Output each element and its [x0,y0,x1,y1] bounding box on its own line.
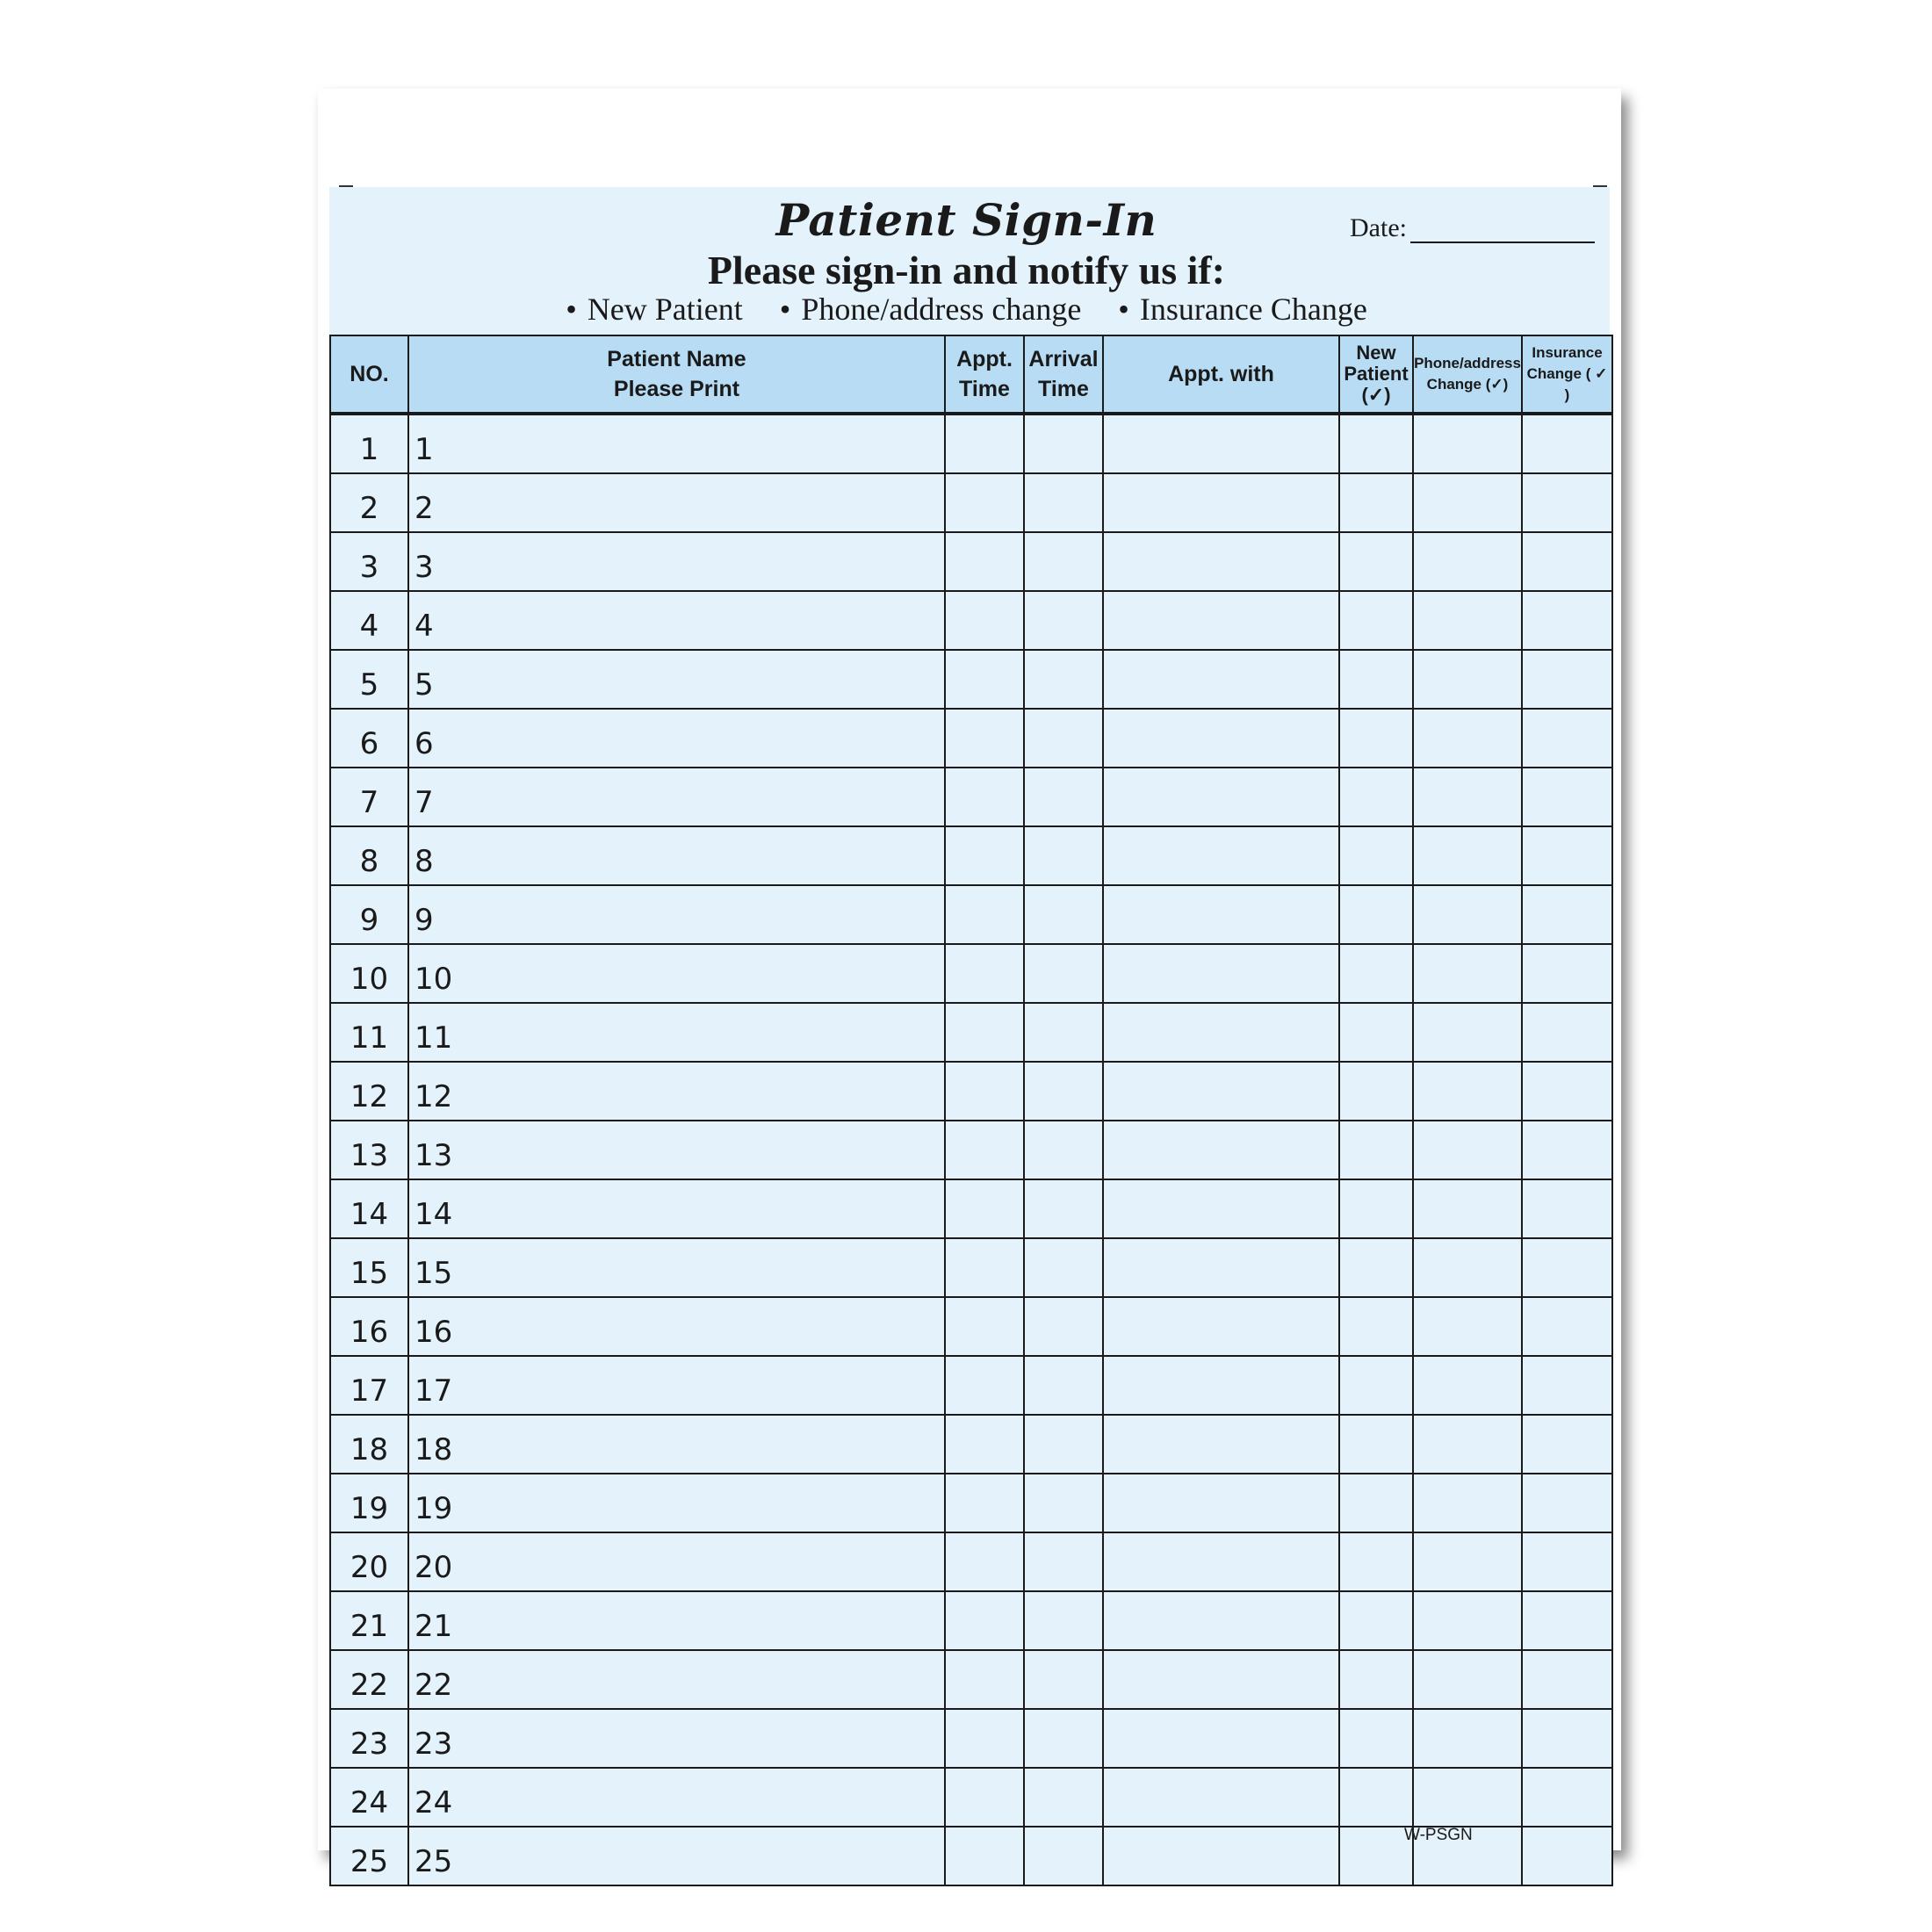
patient-name-cell[interactable]: 19 [408,1474,945,1532]
insurance-check-cell[interactable] [1522,1532,1612,1591]
row-number: 24 [330,1768,408,1827]
new-patient-check-cell[interactable] [1339,1591,1413,1650]
patient-name-cell[interactable]: 8 [408,826,945,885]
phone-address-check-cell[interactable] [1413,1591,1522,1650]
appt-with-cell[interactable] [1103,1238,1339,1297]
table-row [330,1415,1612,1474]
appt-time-cell[interactable] [945,768,1024,826]
arrival-time-cell[interactable] [1024,1827,1103,1885]
col-header-arrival-time: Arrival Time [1024,335,1103,414]
phone-address-check-cell[interactable] [1413,944,1522,1003]
arrival-time-cell[interactable] [1024,1121,1103,1179]
table-row [330,1650,1612,1709]
patient-name-cell[interactable]: 4 [408,591,945,650]
table-row [330,1297,1612,1356]
arrival-time-cell[interactable] [1024,1297,1103,1356]
date-input-line[interactable] [1410,217,1595,243]
appt-with-cell[interactable] [1103,885,1339,944]
arrival-time-cell[interactable] [1024,1650,1103,1709]
table-row [330,1062,1612,1121]
table-row [330,414,1612,473]
arrival-time-cell[interactable] [1024,1415,1103,1474]
appt-time-cell[interactable] [945,1768,1024,1827]
notify-list [318,291,1615,328]
row-number: 19 [330,1474,408,1532]
table-row [330,1474,1612,1532]
table-row [330,532,1612,591]
row-number: 9 [330,885,408,944]
table-row [330,944,1612,1003]
patient-name-cell[interactable]: 21 [408,1591,945,1650]
new-patient-check-cell[interactable] [1339,1003,1413,1062]
phone-address-check-cell[interactable] [1413,709,1522,768]
new-patient-check-cell[interactable] [1339,768,1413,826]
row-number: 16 [330,1297,408,1356]
arrival-time-cell[interactable] [1024,1238,1103,1297]
row-number: 4 [330,591,408,650]
appt-with-cell[interactable] [1103,1827,1339,1885]
appt-with-cell[interactable] [1103,1062,1339,1121]
notify-item-insurance: • Insurance Change [1118,291,1367,328]
insurance-check-cell[interactable] [1522,826,1612,885]
date-label: Date: [1350,213,1407,242]
arrival-time-cell[interactable] [1024,826,1103,885]
appt-time-cell[interactable] [945,1179,1024,1238]
row-number: 23 [330,1709,408,1768]
new-patient-check-cell[interactable] [1339,1062,1413,1121]
appt-time-cell[interactable] [945,1121,1024,1179]
appt-time-cell[interactable] [945,1297,1024,1356]
new-patient-check-cell[interactable] [1339,414,1413,473]
appt-time-cell[interactable] [945,1650,1024,1709]
appt-time-cell[interactable] [945,414,1024,473]
notify-item-new-patient: • New Patient [566,291,743,328]
arrival-time-cell[interactable] [1024,1591,1103,1650]
phone-address-check-cell[interactable] [1413,1297,1522,1356]
col-header-new-patient: New Patient (✓) [1339,335,1413,414]
new-patient-check-cell[interactable] [1339,1768,1413,1827]
new-patient-check-cell[interactable] [1339,1709,1413,1768]
appt-time-cell[interactable] [945,591,1024,650]
new-patient-check-cell[interactable] [1339,650,1413,709]
insurance-check-cell[interactable] [1522,1768,1612,1827]
arrival-time-cell[interactable] [1024,1532,1103,1591]
new-patient-check-cell[interactable] [1339,591,1413,650]
arrival-time-cell[interactable] [1024,532,1103,591]
phone-address-check-cell[interactable] [1413,1121,1522,1179]
insurance-check-cell[interactable] [1522,1356,1612,1415]
table-row [330,1356,1612,1415]
col-header-no: NO. [330,335,408,414]
arrival-time-cell[interactable] [1024,885,1103,944]
phone-address-check-cell[interactable] [1413,1356,1522,1415]
arrival-time-cell[interactable] [1024,709,1103,768]
new-patient-check-cell[interactable] [1339,473,1413,532]
table-row [330,826,1612,885]
phone-address-check-cell[interactable] [1413,1238,1522,1297]
arrival-time-cell[interactable] [1024,1474,1103,1532]
appt-time-cell[interactable] [945,1827,1024,1885]
patient-name-cell[interactable]: 2 [408,473,945,532]
row-number: 3 [330,532,408,591]
row-number: 22 [330,1650,408,1709]
phone-address-check-cell[interactable] [1413,1532,1522,1591]
table-row [330,768,1612,826]
appt-with-cell[interactable] [1103,1474,1339,1532]
table-row [330,591,1612,650]
appt-time-cell[interactable] [945,473,1024,532]
patient-name-cell[interactable]: 25 [408,1827,945,1885]
table-body [330,414,1612,1885]
phone-address-check-cell[interactable] [1413,1474,1522,1532]
patient-name-cell[interactable]: 3 [408,532,945,591]
row-number: 7 [330,768,408,826]
row-number: 8 [330,826,408,885]
insurance-check-cell[interactable] [1522,1650,1612,1709]
appt-with-cell[interactable] [1103,414,1339,473]
phone-address-check-cell[interactable] [1413,1179,1522,1238]
appt-time-cell[interactable] [945,1474,1024,1532]
row-number: 13 [330,1121,408,1179]
row-number: 10 [330,944,408,1003]
appt-time-cell[interactable] [945,709,1024,768]
insurance-check-cell[interactable] [1522,1297,1612,1356]
new-patient-check-cell[interactable] [1339,944,1413,1003]
insurance-check-cell[interactable] [1522,473,1612,532]
insurance-check-cell[interactable] [1522,1709,1612,1768]
row-number: 18 [330,1415,408,1474]
new-patient-check-cell[interactable] [1339,1297,1413,1356]
phone-address-check-cell[interactable] [1413,1415,1522,1474]
row-number: 25 [330,1827,408,1885]
table-row [330,650,1612,709]
table-row [330,1768,1612,1827]
row-number: 12 [330,1062,408,1121]
arrival-time-cell[interactable] [1024,1709,1103,1768]
arrival-time-cell[interactable] [1024,591,1103,650]
col-header-patient-name: Patient Name Please Print [408,335,945,414]
new-patient-check-cell[interactable] [1339,709,1413,768]
new-patient-check-cell[interactable] [1339,532,1413,591]
row-number: 20 [330,1532,408,1591]
row-number: 21 [330,1591,408,1650]
insurance-check-cell[interactable] [1522,650,1612,709]
appt-with-cell[interactable] [1103,1356,1339,1415]
phone-address-check-cell[interactable] [1413,1062,1522,1121]
new-patient-check-cell[interactable] [1339,1532,1413,1591]
arrival-time-cell[interactable] [1024,473,1103,532]
arrival-time-cell[interactable] [1024,650,1103,709]
arrival-time-cell[interactable] [1024,1768,1103,1827]
new-patient-check-cell[interactable] [1339,1650,1413,1709]
patient-name-cell[interactable]: 16 [408,1297,945,1356]
appt-with-cell[interactable] [1103,650,1339,709]
insurance-check-cell[interactable] [1522,1003,1612,1062]
insurance-check-cell[interactable] [1522,414,1612,473]
patient-name-cell[interactable]: 7 [408,768,945,826]
new-patient-check-cell[interactable] [1339,1121,1413,1179]
appt-with-cell[interactable] [1103,1003,1339,1062]
appt-with-cell[interactable] [1103,591,1339,650]
patient-name-cell[interactable]: 22 [408,1650,945,1709]
appt-time-cell[interactable] [945,826,1024,885]
new-patient-check-cell[interactable] [1339,1827,1413,1885]
insurance-check-cell[interactable] [1522,1827,1612,1885]
arrival-time-cell[interactable] [1024,414,1103,473]
insurance-check-cell[interactable] [1522,1591,1612,1650]
new-patient-check-cell[interactable] [1339,1415,1413,1474]
phone-address-check-cell[interactable] [1413,768,1522,826]
patient-name-cell[interactable]: 17 [408,1356,945,1415]
patient-name-cell[interactable]: 24 [408,1768,945,1827]
row-number: 15 [330,1238,408,1297]
sign-in-table [329,335,1613,1886]
row-number: 5 [330,650,408,709]
appt-time-cell[interactable] [945,532,1024,591]
phone-address-check-cell[interactable] [1413,826,1522,885]
col-header-phone-address-change: Phone/address Change (✓) [1413,335,1522,414]
new-patient-check-cell[interactable] [1339,885,1413,944]
appt-with-cell[interactable] [1103,1532,1339,1591]
table-row [330,1709,1612,1768]
appt-with-cell[interactable] [1103,1179,1339,1238]
insurance-check-cell[interactable] [1522,944,1612,1003]
form-title: Patient Sign-In [775,194,1157,246]
insurance-check-cell[interactable] [1522,1238,1612,1297]
form-subtitle: Please sign-in and notify us if: [707,248,1226,292]
patient-name-cell[interactable]: 10 [408,944,945,1003]
table-row [330,1591,1612,1650]
insurance-check-cell[interactable] [1522,885,1612,944]
table-header-row [330,335,1612,414]
arrival-time-cell[interactable] [1024,1062,1103,1121]
insurance-check-cell[interactable] [1522,768,1612,826]
patient-name-cell[interactable]: 20 [408,1532,945,1591]
patient-name-cell[interactable]: 1 [408,414,945,473]
appt-time-cell[interactable] [945,944,1024,1003]
form-header [318,187,1621,336]
new-patient-check-cell[interactable] [1339,1238,1413,1297]
patient-name-cell[interactable]: 18 [408,1415,945,1474]
appt-with-cell[interactable] [1103,944,1339,1003]
date-field[interactable] [1350,213,1595,243]
appt-time-cell[interactable] [945,650,1024,709]
form-code: W-PSGN [1404,1826,1473,1844]
table-row [330,473,1612,532]
notify-item-phone-address: • Phone/address change [780,291,1082,328]
row-number: 2 [330,473,408,532]
col-header-insurance-change: Insurance Change ( ✓ ) [1522,335,1612,414]
phone-address-check-cell[interactable] [1413,885,1522,944]
row-number: 11 [330,1003,408,1062]
appt-time-cell[interactable] [945,1532,1024,1591]
appt-with-cell[interactable] [1103,826,1339,885]
appt-with-cell[interactable] [1103,1415,1339,1474]
arrival-time-cell[interactable] [1024,944,1103,1003]
arrival-time-cell[interactable] [1024,1356,1103,1415]
insurance-check-cell[interactable] [1522,1179,1612,1238]
new-patient-check-cell[interactable] [1339,826,1413,885]
insurance-check-cell[interactable] [1522,532,1612,591]
patient-name-cell[interactable]: 23 [408,1709,945,1768]
appt-with-cell[interactable] [1103,1297,1339,1356]
appt-time-cell[interactable] [945,1003,1024,1062]
appt-with-cell[interactable] [1103,1121,1339,1179]
table-row [330,885,1612,944]
new-patient-check-cell[interactable] [1339,1179,1413,1238]
phone-address-check-cell[interactable] [1413,1650,1522,1709]
row-number: 6 [330,709,408,768]
insurance-check-cell[interactable] [1522,1121,1612,1179]
phone-address-check-cell[interactable] [1413,1709,1522,1768]
phone-address-check-cell[interactable] [1413,1003,1522,1062]
appt-with-cell[interactable] [1103,1709,1339,1768]
phone-address-check-cell[interactable] [1413,414,1522,473]
appt-with-cell[interactable] [1103,1768,1339,1827]
table-row [330,1003,1612,1062]
table-row [330,1532,1612,1591]
arrival-time-cell[interactable] [1024,1003,1103,1062]
appt-with-cell[interactable] [1103,709,1339,768]
appt-time-cell[interactable] [945,1709,1024,1768]
patient-name-cell[interactable]: 14 [408,1179,945,1238]
patient-name-cell[interactable]: 9 [408,885,945,944]
appt-with-cell[interactable] [1103,1591,1339,1650]
col-header-appt-with: Appt. with [1103,335,1339,414]
patient-name-cell[interactable]: 5 [408,650,945,709]
phone-address-check-cell[interactable] [1413,532,1522,591]
insurance-check-cell[interactable] [1522,709,1612,768]
appt-time-cell[interactable] [945,1415,1024,1474]
new-patient-check-cell[interactable] [1339,1474,1413,1532]
phone-address-check-cell[interactable] [1413,1768,1522,1827]
table-row [330,709,1612,768]
arrival-time-cell[interactable] [1024,768,1103,826]
appt-with-cell[interactable] [1103,532,1339,591]
col-header-appt-time: Appt. Time [945,335,1024,414]
insurance-check-cell[interactable] [1522,1062,1612,1121]
new-patient-check-cell[interactable] [1339,1356,1413,1415]
phone-address-check-cell[interactable] [1413,650,1522,709]
appt-time-cell[interactable] [945,885,1024,944]
insurance-check-cell[interactable] [1522,1415,1612,1474]
appt-with-cell[interactable] [1103,473,1339,532]
appt-time-cell[interactable] [945,1356,1024,1415]
patient-name-cell[interactable]: 12 [408,1062,945,1121]
sign-in-sheet [318,89,1621,1879]
table-row [330,1179,1612,1238]
row-number: 14 [330,1179,408,1238]
insurance-check-cell[interactable] [1522,1474,1612,1532]
appt-time-cell[interactable] [945,1591,1024,1650]
patient-name-cell[interactable]: 6 [408,709,945,768]
appt-with-cell[interactable] [1103,768,1339,826]
arrival-time-cell[interactable] [1024,1179,1103,1238]
row-number: 17 [330,1356,408,1415]
patient-name-cell[interactable]: 15 [408,1238,945,1297]
appt-time-cell[interactable] [945,1238,1024,1297]
table-row [330,1121,1612,1179]
appt-time-cell[interactable] [945,1062,1024,1121]
row-number: 1 [330,414,408,473]
phone-address-check-cell[interactable] [1413,591,1522,650]
patient-name-cell[interactable]: 13 [408,1121,945,1179]
patient-name-cell[interactable]: 11 [408,1003,945,1062]
insurance-check-cell[interactable] [1522,591,1612,650]
appt-with-cell[interactable] [1103,1650,1339,1709]
phone-address-check-cell[interactable] [1413,473,1522,532]
table-row [330,1238,1612,1297]
